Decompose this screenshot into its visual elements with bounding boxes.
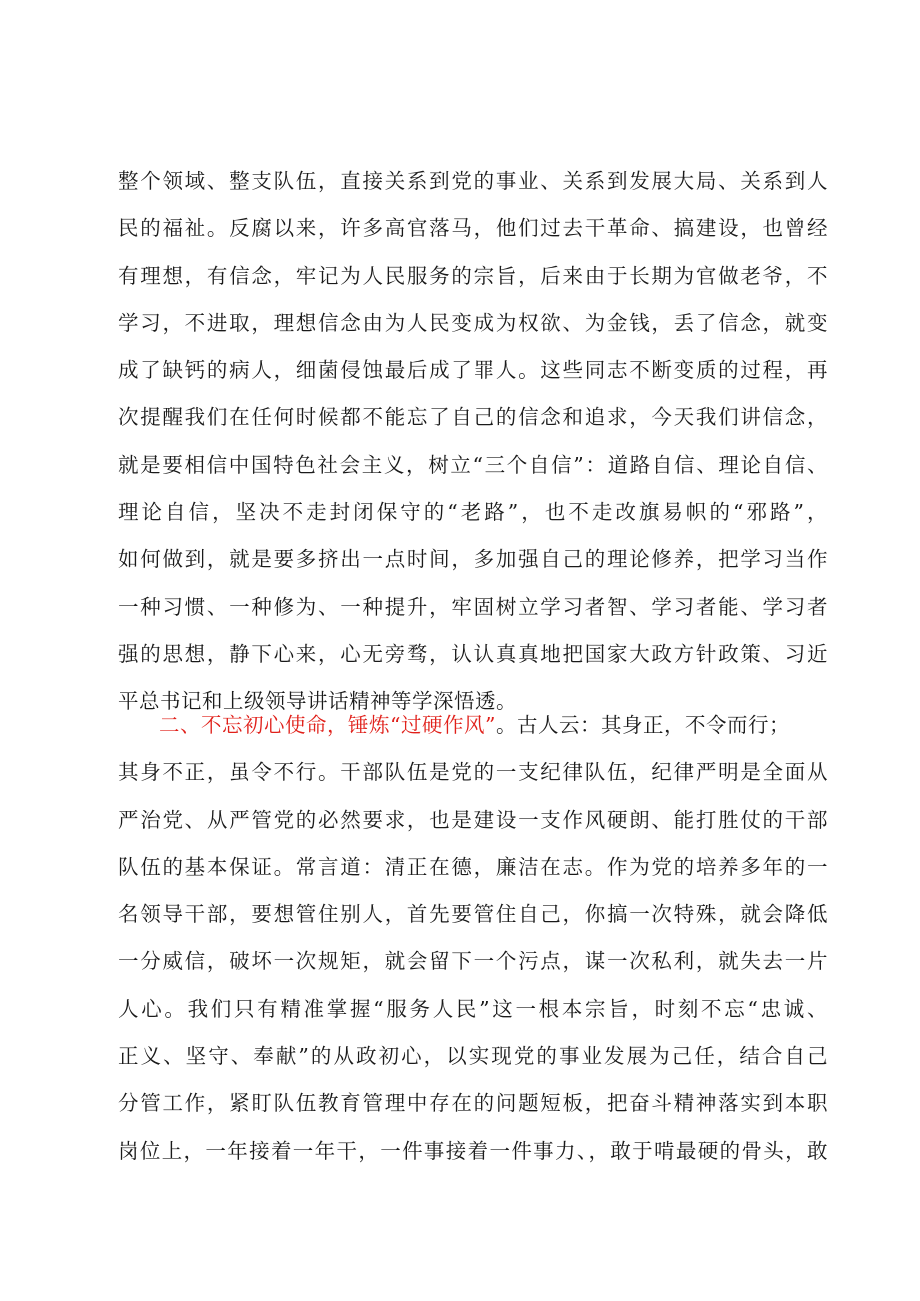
paragraph-line: 正义、坚守、奉献”的从政初心，以实现党的事业发展为己任，结合自己 [118, 1044, 828, 1069]
paragraph-line: 如何做到，就是要多挤出一点时间，多加强自己的理论修养，把学习当作 [118, 547, 828, 572]
paragraph-line: 有理想，有信念，牢记为人民服务的宗旨，后来由于长期为官做老爷，不 [118, 263, 828, 288]
paragraph-line: 队伍的基本保证。常言道：清正在德，廉洁在志。作为党的培养多年的一 [118, 854, 828, 879]
paragraph-line: 一种习惯、一种修为、一种提升，牢固树立学习者智、学习者能、学习者 [118, 594, 828, 619]
paragraph-line: 学习，不进取，理想信念由为人民变成为权欲、为金钱，丢了信念，就变 [118, 310, 828, 335]
paragraph-line: 民的福祉。反腐以来，许多高官落马，他们过去干革命、搞建设，也曾经 [118, 216, 828, 241]
paragraph-2 [118, 702, 828, 1175]
paragraph-1 [118, 158, 828, 726]
paragraph-line: 就是要相信中国特色社会主义，树立“三个自信”：道路自信、理论自信、 [118, 452, 828, 477]
paragraph-line: 分管工作，紧盯队伍教育管理中存在的问题短板，把奋斗精神落实到本职 [118, 1091, 828, 1116]
paragraph-line: 成了缺钙的病人，细菌侵蚀最后成了罪人。这些同志不断变质的过程，再 [118, 358, 828, 383]
paragraph-line: 其身不正，虽令不行。干部队伍是党的一支纪律队伍，纪律严明是全面从 [118, 760, 828, 785]
paragraph-line: 一分威信，破坏一次规矩，就会留下一个污点，谋一次私利，就失去一片 [118, 949, 828, 974]
paragraph-first-line [118, 702, 828, 749]
paragraph-line: 名领导干部，要想管住别人，首先要管住自己，你搞一次特殊，就会降低 [118, 902, 828, 927]
paragraph-line: 整个领域、整支队伍，直接关系到党的事业、关系到发展大局、关系到人 [118, 169, 828, 193]
paragraph-line: 理论自信，坚决不走封闭保守的“老路”，也不走改旗易帜的“邪路”， [118, 500, 828, 525]
section-heading: 二、不忘初心使命，锤炼“过硬作风” [159, 713, 496, 737]
paragraph-line: 岗位上，一年接着一年干，一件事接着一件事力、，敢于啃最硬的骨头，敢 [118, 1138, 828, 1163]
paragraph-line: 严治党、从严管党的必然要求，也是建设一支作风硬朗、能打胜仗的干部 [118, 807, 828, 832]
paragraph-line-rest: 。古人云：其身正，不令而行； [495, 713, 790, 737]
paragraph-line: 平总书记和上级领导讲话精神等学深悟透。 [118, 689, 517, 714]
paragraph-line: 次提醒我们在任何时候都不能忘了自己的信念和追求，今天我们讲信念， [118, 405, 828, 430]
paragraph-line: 人心。我们只有精准掌握“服务人民”这一根本宗旨，时刻不忘“忠诚、 [118, 996, 828, 1021]
paragraph-line: 强的思想，静下心来，心无旁骛，认认真真地把国家大政方针政策、习近 [118, 641, 828, 666]
